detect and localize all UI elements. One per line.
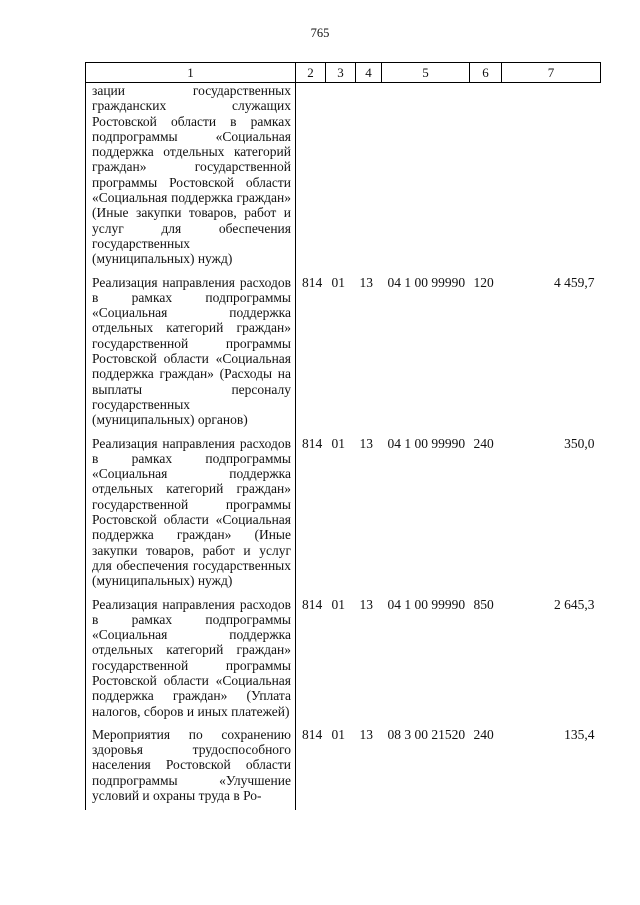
amount-value: 2 645,3 (554, 596, 595, 612)
subsection-code: 13 (359, 274, 373, 290)
row-description: Реализация направления расходов в рамках подпрограммы «Социальная поддержка отдельных категорий граждан» государственной программы Ростовской области «Социальная поддержка граждан» (Уплата налогов, сборов и иных платежей) (86, 596, 296, 726)
amount-value: 135,4 (564, 726, 595, 742)
section-code: 01 (331, 596, 345, 612)
header-col-1: 1 (86, 63, 296, 83)
header-col-4: 4 (356, 63, 382, 83)
header-col-7: 7 (502, 63, 601, 83)
section-code: 01 (331, 726, 345, 742)
section-code: 01 (331, 274, 345, 290)
table-row (86, 435, 601, 596)
target-article-code: 04 1 00 99990 (387, 596, 466, 612)
amount-value (502, 83, 601, 274)
expense-type-code (470, 83, 502, 274)
table-row (86, 274, 601, 435)
row-description: Мероприятия по сохранению здоровья трудоспособного населения Ростовской области подпрограммы «Улучшение условий и охраны труда в Ро- (86, 726, 296, 810)
target-article-code: 04 1 00 99990 (387, 274, 466, 290)
header-row (86, 63, 601, 83)
row-description: зации государственных гражданских служащих Ростовской области в рамках подпрограммы «Социальная поддержка отдельных категорий граждан» государственной программы Ростовской области «Социальная поддержка граждан» (Иные закупки товаров, работ и услуг для обеспечения государственных (муниципальных) нужд) (86, 83, 296, 274)
ministry-code: 814 (302, 274, 323, 290)
table-row (86, 596, 601, 726)
table-header (86, 63, 601, 83)
expense-type-code: 240 (473, 435, 494, 451)
ministry-code: 814 (302, 726, 323, 742)
expense-type-code: 120 (473, 274, 494, 290)
expense-type-code: 850 (473, 596, 494, 612)
subsection-code: 13 (359, 435, 373, 451)
ministry-code: 814 (302, 435, 323, 451)
amount-value: 350,0 (564, 435, 595, 451)
section-code (326, 83, 356, 274)
header-col-2: 2 (296, 63, 326, 83)
row-description: Реализация направления расходов в рамках подпрограммы «Социальная поддержка отдельных категорий граждан» государственной программы Ростовской области «Социальная поддержка граждан» (Иные закупки товаров, работ и услуг для обеспечения государственных (муниципальных) нужд) (86, 435, 296, 596)
expense-type-code: 240 (473, 726, 494, 742)
ministry-code (296, 83, 326, 274)
amount-value: 4 459,7 (554, 274, 595, 290)
target-article-code: 08 3 00 21520 (387, 726, 466, 742)
header-col-6: 6 (470, 63, 502, 83)
subsection-code: 13 (359, 726, 373, 742)
target-article-code (382, 83, 470, 274)
header-col-5: 5 (382, 63, 470, 83)
page-number: 765 (310, 26, 330, 40)
row-description: Реализация направления расходов в рамках подпрограммы «Социальная поддержка отдельных категорий граждан» государственной программы Ростовской области «Социальная поддержка граждан» (Расходы на выплаты персоналу государственных (муниципальных) органов) (86, 274, 296, 435)
section-code: 01 (331, 435, 345, 451)
ministry-code: 814 (302, 596, 323, 612)
subsection-code (356, 83, 382, 274)
budget-table (85, 62, 601, 810)
target-article-code: 04 1 00 99990 (387, 435, 466, 451)
table-row (86, 726, 601, 810)
table-body (86, 83, 601, 811)
table-row (86, 83, 601, 274)
header-col-3: 3 (326, 63, 356, 83)
subsection-code: 13 (359, 596, 373, 612)
